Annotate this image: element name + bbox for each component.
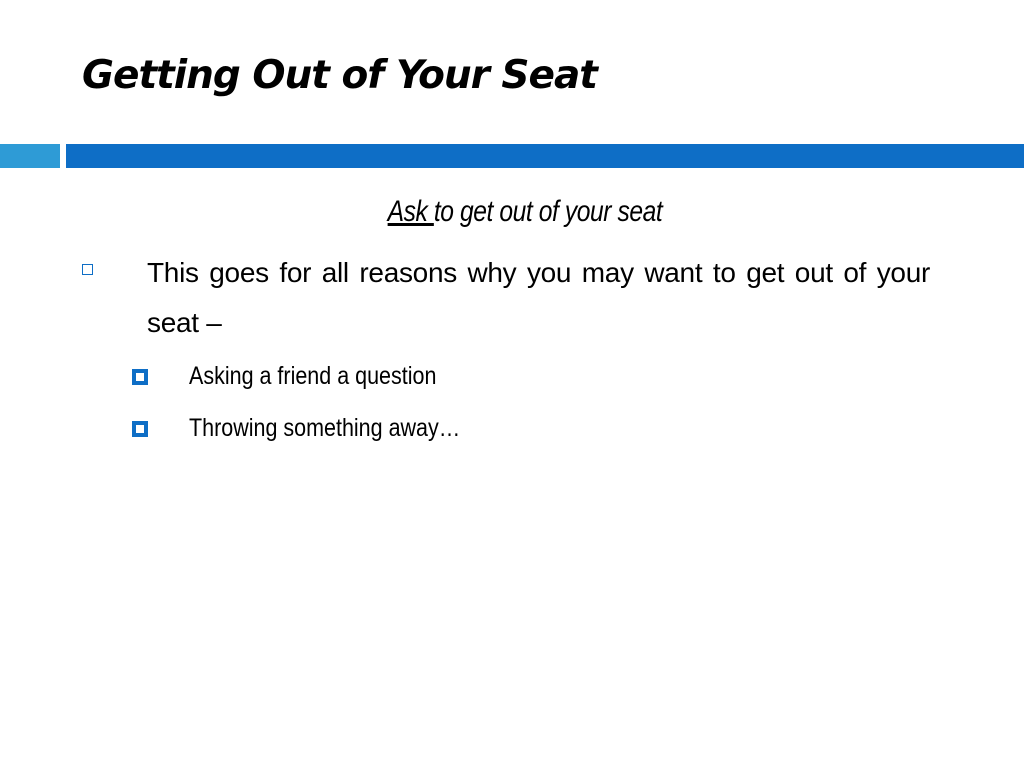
sub-bullet-item: Throwing something away…: [189, 414, 461, 442]
accent-bar-left: [0, 144, 60, 168]
subheading: [95, 190, 956, 234]
hollow-square-bullet-icon: [82, 264, 93, 275]
sub-bullet-item: Asking a friend a question: [189, 362, 437, 390]
accent-bar-right: [66, 144, 1024, 168]
subheading-rest: to get out of your seat: [433, 195, 663, 228]
bullet-item-text: This goes for all reasons why you may want to get out of your seat –: [147, 257, 930, 338]
subheading-emphasis: Ask: [387, 195, 434, 228]
bullet-item: [147, 248, 930, 348]
slide-title: Getting Out of Your Seat: [82, 53, 597, 98]
filled-square-bullet-icon: [132, 369, 148, 385]
filled-square-bullet-icon: [132, 421, 148, 437]
